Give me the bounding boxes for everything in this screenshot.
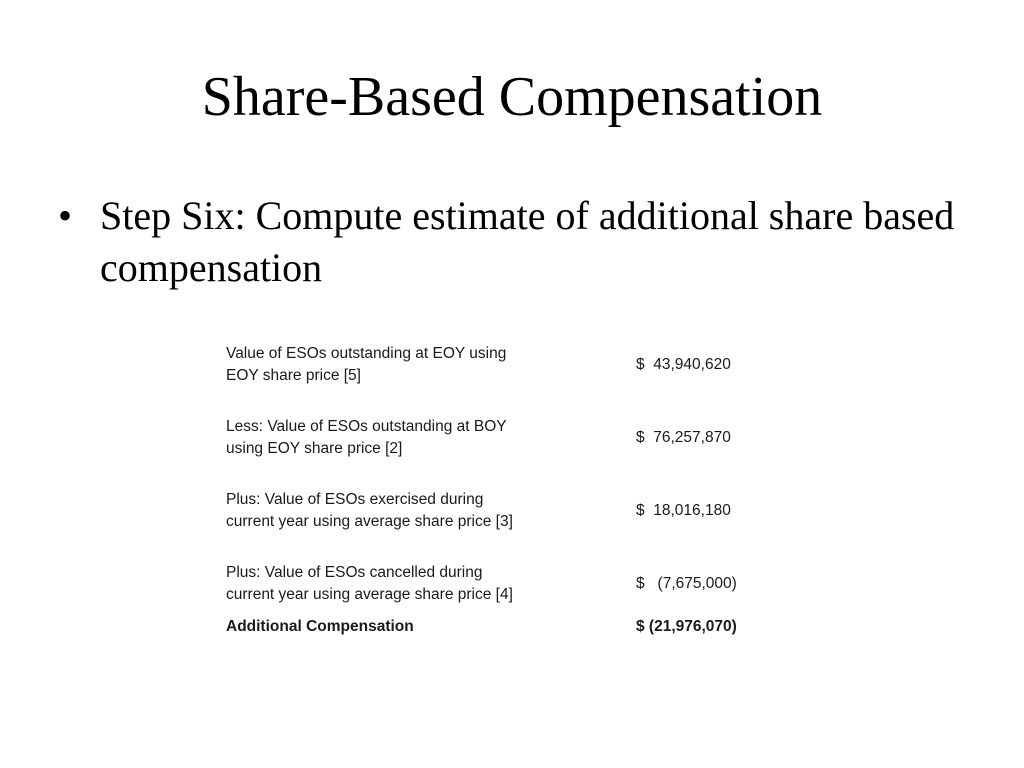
bullet-item <box>58 190 978 294</box>
slide-title: Share-Based Compensation <box>201 66 823 128</box>
total-label: Additional Compensation <box>226 618 414 635</box>
row-label-line: Plus: Value of ESOs cancelled during <box>226 564 483 581</box>
table-row <box>226 413 766 463</box>
row-amount: $ (7,675,000) <box>636 575 737 592</box>
table-row <box>226 340 766 390</box>
row-label-line: current year using average share price [4] <box>226 586 513 603</box>
row-label <box>226 489 636 533</box>
table-total-row <box>226 615 766 639</box>
bullet-text: Step Six: Compute estimate of additional share based compensation <box>100 193 955 290</box>
row-label <box>226 562 636 606</box>
total-amount: $ (21,976,070) <box>636 618 737 635</box>
row-label-line: Value of ESOs outstanding at EOY using <box>226 345 507 362</box>
row-label <box>226 416 636 460</box>
row-amount: $ 76,257,870 <box>636 429 731 446</box>
row-label-line: using EOY share price [2] <box>226 440 403 457</box>
row-label-line: Plus: Value of ESOs exercised during <box>226 491 484 508</box>
table-row <box>226 559 766 609</box>
row-amount: $ 43,940,620 <box>636 356 731 373</box>
table-row <box>226 486 766 536</box>
row-label-line: Less: Value of ESOs outstanding at BOY <box>226 418 507 435</box>
row-amount: $ 18,016,180 <box>636 502 731 519</box>
bullet-icon: • <box>58 193 73 238</box>
row-label-line: current year using average share price [3] <box>226 513 513 530</box>
row-label <box>226 343 636 387</box>
compensation-table <box>226 340 766 639</box>
row-label-line: EOY share price [5] <box>226 367 361 384</box>
